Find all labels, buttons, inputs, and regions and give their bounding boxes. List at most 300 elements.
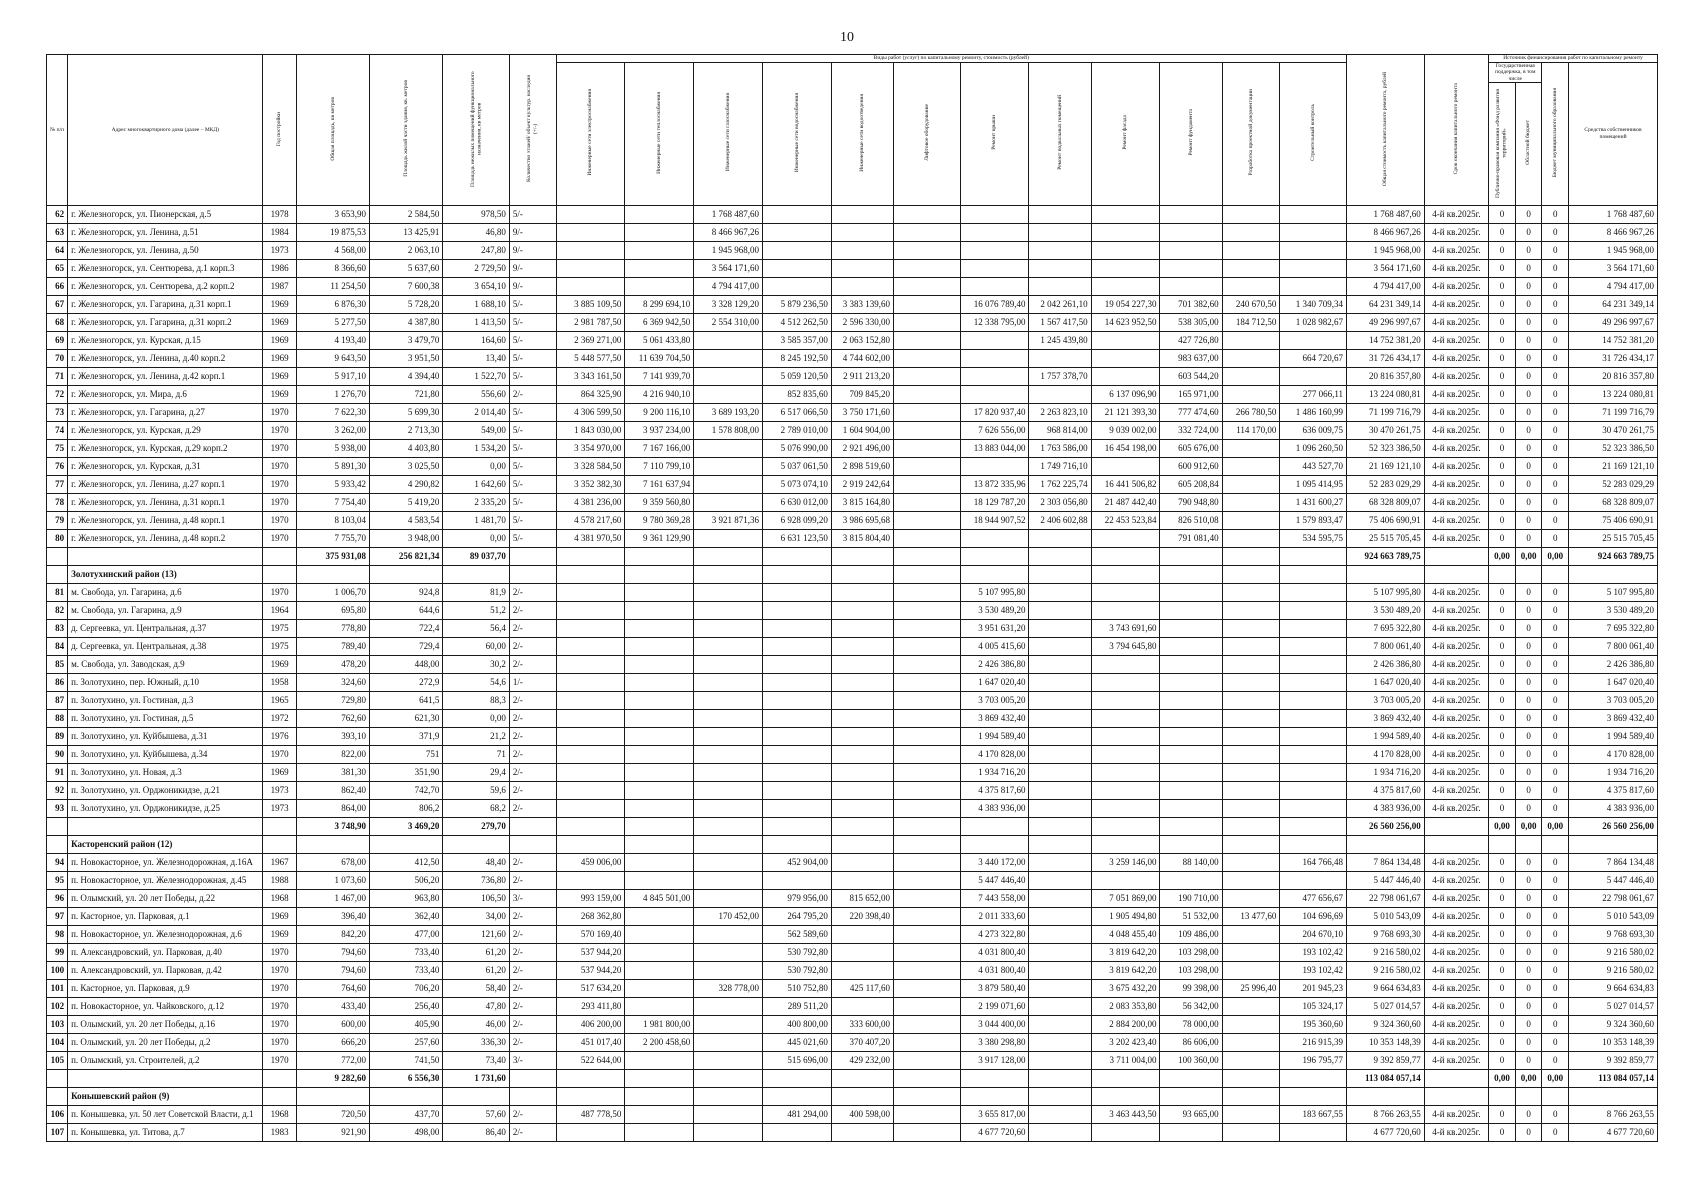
row-municipal: 0 bbox=[1542, 872, 1569, 890]
row-work-cost: 103 298,00 bbox=[1160, 944, 1222, 962]
row-regional: 0 bbox=[1515, 368, 1542, 386]
row-work-cost bbox=[894, 314, 961, 332]
row-work-cost: 2 263 823,10 bbox=[1029, 404, 1091, 422]
row-work-cost bbox=[556, 224, 625, 242]
row-area-total: 381,30 bbox=[296, 764, 369, 782]
row-work-cost: 487 778,50 bbox=[556, 1106, 625, 1124]
row-area-living: 351,90 bbox=[370, 764, 443, 782]
row-work-cost bbox=[1280, 638, 1347, 656]
row-work-cost: 1 578 808,00 bbox=[694, 422, 763, 440]
row-work-cost: 2 919 242,64 bbox=[831, 476, 893, 494]
empty-cell bbox=[509, 836, 556, 854]
row-work-cost bbox=[1222, 440, 1280, 458]
row-area-total: 3 262,00 bbox=[296, 422, 369, 440]
empty-cell bbox=[831, 1070, 893, 1088]
row-work-cost bbox=[556, 674, 625, 692]
row-number: 97 bbox=[47, 908, 68, 926]
row-work-cost bbox=[1222, 782, 1280, 800]
row-area-nonres: 2 014,40 bbox=[443, 404, 510, 422]
row-area-total: 478,20 bbox=[296, 656, 369, 674]
table-row bbox=[47, 764, 1658, 782]
row-work-cost: 777 474,60 bbox=[1160, 404, 1222, 422]
row-floors: 2/- bbox=[509, 584, 556, 602]
empty-cell bbox=[1160, 818, 1222, 836]
row-municipal: 0 bbox=[1542, 998, 1569, 1016]
row-area-living: 4 394,40 bbox=[370, 368, 443, 386]
row-area-nonres: 60,00 bbox=[443, 638, 510, 656]
row-owners-funds: 1 934 716,20 bbox=[1569, 764, 1658, 782]
row-work-cost bbox=[1091, 584, 1160, 602]
row-regional: 0 bbox=[1515, 944, 1542, 962]
row-deadline: 4-й кв.2025г. bbox=[1424, 224, 1488, 242]
row-deadline: 4-й кв.2025г. bbox=[1424, 584, 1488, 602]
row-work-cost: 993 159,00 bbox=[556, 890, 625, 908]
row-area-nonres: 51,2 bbox=[443, 602, 510, 620]
row-deadline: 4-й кв.2025г. bbox=[1424, 278, 1488, 296]
row-deadline: 4-й кв.2025г. bbox=[1424, 1034, 1488, 1052]
row-area-total: 5 938,00 bbox=[296, 440, 369, 458]
row-area-nonres: 57,60 bbox=[443, 1106, 510, 1124]
total-fund: 0,00 bbox=[1489, 548, 1516, 566]
row-year: 1973 bbox=[263, 782, 296, 800]
table-row bbox=[47, 782, 1658, 800]
row-work-cost bbox=[763, 620, 832, 638]
row-work-cost: 2 911 213,20 bbox=[831, 368, 893, 386]
total-cost-sum: 26 560 256,00 bbox=[1347, 818, 1425, 836]
row-work-cost: 1 981 800,00 bbox=[625, 1016, 694, 1034]
row-deadline: 4-й кв.2025г. bbox=[1424, 440, 1488, 458]
row-area-living: 3 479,70 bbox=[370, 332, 443, 350]
row-number: 69 bbox=[47, 332, 68, 350]
row-total-cost: 9 216 580,02 bbox=[1347, 962, 1425, 980]
row-area-nonres: 1 642,60 bbox=[443, 476, 510, 494]
row-total-cost: 4 383 936,00 bbox=[1347, 800, 1425, 818]
row-area-living: 3 025,50 bbox=[370, 458, 443, 476]
row-floors: 2/- bbox=[509, 692, 556, 710]
row-work-cost bbox=[763, 692, 832, 710]
empty-cell bbox=[625, 836, 694, 854]
row-work-cost bbox=[960, 368, 1029, 386]
col-total-cost-header: Общая стоимость капитального ремонта, рублей bbox=[1347, 55, 1425, 206]
row-year: 1969 bbox=[263, 926, 296, 944]
empty-cell bbox=[763, 566, 832, 584]
row-number: 70 bbox=[47, 350, 68, 368]
row-area-nonres: 46,80 bbox=[443, 224, 510, 242]
row-work-cost: 3 383 139,60 bbox=[831, 296, 893, 314]
row-number: 72 bbox=[47, 386, 68, 404]
row-municipal: 0 bbox=[1542, 710, 1569, 728]
row-area-nonres: 54,6 bbox=[443, 674, 510, 692]
row-work-cost: 25 996,40 bbox=[1222, 980, 1280, 998]
row-work-cost bbox=[831, 242, 893, 260]
row-work-cost bbox=[1091, 728, 1160, 746]
row-area-living: 2 063,10 bbox=[370, 242, 443, 260]
row-address: п. Золотухино, ул. Орджоникидзе, д.25 bbox=[68, 800, 263, 818]
row-area-total: 789,40 bbox=[296, 638, 369, 656]
row-deadline: 4-й кв.2025г. bbox=[1424, 530, 1488, 548]
row-work-cost: 4 845 501,00 bbox=[625, 890, 694, 908]
row-work-cost bbox=[831, 260, 893, 278]
row-work-cost: 216 915,39 bbox=[1280, 1034, 1347, 1052]
row-floors: 2/- bbox=[509, 746, 556, 764]
row-work-cost: 196 795,77 bbox=[1280, 1052, 1347, 1070]
row-year: 1975 bbox=[263, 638, 296, 656]
row-total-cost: 25 515 705,45 bbox=[1347, 530, 1425, 548]
row-work-cost bbox=[694, 1124, 763, 1142]
row-area-total: 1 073,60 bbox=[296, 872, 369, 890]
row-deadline: 4-й кв.2025г. bbox=[1424, 656, 1488, 674]
total-area-total: 9 282,60 bbox=[296, 1070, 369, 1088]
row-work-cost: 562 589,60 bbox=[763, 926, 832, 944]
row-address: п. Золотухино, ул. Орджоникидзе, д.21 bbox=[68, 782, 263, 800]
row-work-cost bbox=[1280, 602, 1347, 620]
row-year: 1969 bbox=[263, 908, 296, 926]
empty-cell bbox=[1222, 1088, 1280, 1106]
row-work-cost bbox=[1029, 1034, 1091, 1052]
row-fund: 0 bbox=[1489, 638, 1516, 656]
row-work-cost bbox=[763, 260, 832, 278]
district-heading-row bbox=[47, 1088, 1658, 1106]
row-area-living: 2 584,50 bbox=[370, 206, 443, 224]
row-regional: 0 bbox=[1515, 314, 1542, 332]
row-work-cost bbox=[694, 332, 763, 350]
row-municipal: 0 bbox=[1542, 350, 1569, 368]
row-work-cost bbox=[1222, 242, 1280, 260]
row-work-cost bbox=[694, 854, 763, 872]
row-regional: 0 bbox=[1515, 764, 1542, 782]
row-regional: 0 bbox=[1515, 584, 1542, 602]
row-number: 107 bbox=[47, 1124, 68, 1142]
row-work-cost: 1 757 378,70 bbox=[1029, 368, 1091, 386]
row-floors: 5/- bbox=[509, 314, 556, 332]
row-floors: 2/- bbox=[509, 602, 556, 620]
row-work-cost bbox=[960, 386, 1029, 404]
row-area-nonres: 88,3 bbox=[443, 692, 510, 710]
row-work-cost: 445 021,60 bbox=[763, 1034, 832, 1052]
empty-cell bbox=[625, 1070, 694, 1088]
row-work-cost bbox=[1280, 332, 1347, 350]
row-work-cost: 16 076 789,40 bbox=[960, 296, 1029, 314]
row-owners-funds: 9 768 693,30 bbox=[1569, 926, 1658, 944]
row-work-cost bbox=[1160, 584, 1222, 602]
col-work-electric-header: Инженерные сети электроснабжения bbox=[556, 62, 625, 206]
row-work-cost bbox=[694, 890, 763, 908]
row-area-total: 5 277,50 bbox=[296, 314, 369, 332]
row-work-cost bbox=[894, 530, 961, 548]
row-work-cost: 289 511,20 bbox=[763, 998, 832, 1016]
table-row bbox=[47, 746, 1658, 764]
row-municipal: 0 bbox=[1542, 1052, 1569, 1070]
row-work-cost bbox=[556, 728, 625, 746]
row-area-nonres: 247,80 bbox=[443, 242, 510, 260]
row-address: п. Золотухино, ул. Новая, д.3 bbox=[68, 764, 263, 782]
row-fund: 0 bbox=[1489, 872, 1516, 890]
row-fund: 0 bbox=[1489, 944, 1516, 962]
row-floors: 2/- bbox=[509, 872, 556, 890]
empty-cell bbox=[1569, 566, 1658, 584]
row-number: 86 bbox=[47, 674, 68, 692]
row-work-cost bbox=[1029, 224, 1091, 242]
row-work-cost: 56 342,00 bbox=[1160, 998, 1222, 1016]
row-work-cost: 2 303 056,80 bbox=[1029, 494, 1091, 512]
row-total-cost: 52 323 386,50 bbox=[1347, 440, 1425, 458]
row-deadline: 4-й кв.2025г. bbox=[1424, 962, 1488, 980]
row-work-cost bbox=[763, 764, 832, 782]
table-row bbox=[47, 368, 1658, 386]
empty-cell bbox=[263, 1070, 296, 1088]
row-work-cost: 7 051 869,00 bbox=[1091, 890, 1160, 908]
empty-cell bbox=[1280, 1070, 1347, 1088]
row-number: 64 bbox=[47, 242, 68, 260]
row-work-cost bbox=[1029, 1016, 1091, 1034]
empty-cell bbox=[831, 566, 893, 584]
row-owners-funds: 7 695 322,80 bbox=[1569, 620, 1658, 638]
row-work-cost bbox=[1029, 260, 1091, 278]
row-fund: 0 bbox=[1489, 890, 1516, 908]
row-work-cost: 983 637,00 bbox=[1160, 350, 1222, 368]
row-municipal: 0 bbox=[1542, 530, 1569, 548]
table-row bbox=[47, 620, 1658, 638]
row-work-cost bbox=[694, 674, 763, 692]
row-area-total: 822,00 bbox=[296, 746, 369, 764]
row-floors: 5/- bbox=[509, 350, 556, 368]
row-area-total: 720,50 bbox=[296, 1106, 369, 1124]
row-total-cost: 9 392 859,77 bbox=[1347, 1052, 1425, 1070]
row-address: п. Олымский, ул. Строителей, д.2 bbox=[68, 1052, 263, 1070]
row-work-cost bbox=[1280, 764, 1347, 782]
row-work-cost bbox=[763, 638, 832, 656]
row-number: 81 bbox=[47, 584, 68, 602]
row-work-cost bbox=[763, 728, 832, 746]
row-work-cost bbox=[894, 440, 961, 458]
total-municipal: 0,00 bbox=[1542, 548, 1569, 566]
row-number: 90 bbox=[47, 746, 68, 764]
row-work-cost bbox=[1222, 638, 1280, 656]
row-work-cost bbox=[556, 1124, 625, 1142]
row-area-nonres: 2 335,20 bbox=[443, 494, 510, 512]
row-municipal: 0 bbox=[1542, 242, 1569, 260]
row-owners-funds: 5 447 446,40 bbox=[1569, 872, 1658, 890]
row-total-cost: 5 107 995,80 bbox=[1347, 584, 1425, 602]
row-work-cost bbox=[1222, 962, 1280, 980]
row-work-cost: 3 202 423,40 bbox=[1091, 1034, 1160, 1052]
row-work-cost bbox=[625, 602, 694, 620]
row-fund: 0 bbox=[1489, 350, 1516, 368]
row-work-cost bbox=[894, 764, 961, 782]
row-regional: 0 bbox=[1515, 386, 1542, 404]
row-address: п. Новокасторное, ул. Чайковского, д.12 bbox=[68, 998, 263, 1016]
row-work-cost bbox=[831, 584, 893, 602]
row-area-total: 864,00 bbox=[296, 800, 369, 818]
row-work-cost bbox=[556, 710, 625, 728]
row-municipal: 0 bbox=[1542, 746, 1569, 764]
row-work-cost bbox=[694, 584, 763, 602]
row-total-cost: 5 027 014,57 bbox=[1347, 998, 1425, 1016]
row-work-cost bbox=[1160, 206, 1222, 224]
row-work-cost: 1 579 893,47 bbox=[1280, 512, 1347, 530]
row-work-cost bbox=[1091, 368, 1160, 386]
row-municipal: 0 bbox=[1542, 1016, 1569, 1034]
row-regional: 0 bbox=[1515, 476, 1542, 494]
row-work-cost bbox=[1280, 674, 1347, 692]
empty-cell bbox=[831, 836, 893, 854]
row-work-cost bbox=[556, 800, 625, 818]
row-work-cost: 103 298,00 bbox=[1160, 962, 1222, 980]
row-fund: 0 bbox=[1489, 602, 1516, 620]
row-floors: 2/- bbox=[509, 1034, 556, 1052]
row-owners-funds: 2 426 386,80 bbox=[1569, 656, 1658, 674]
row-work-cost: 3 869 432,40 bbox=[960, 710, 1029, 728]
row-work-cost: 195 360,60 bbox=[1280, 1016, 1347, 1034]
table-row bbox=[47, 512, 1658, 530]
row-work-cost: 5 073 074,10 bbox=[763, 476, 832, 494]
row-year: 1969 bbox=[263, 332, 296, 350]
row-total-cost: 4 677 720,60 bbox=[1347, 1124, 1425, 1142]
row-work-cost bbox=[625, 692, 694, 710]
row-total-cost: 1 934 716,20 bbox=[1347, 764, 1425, 782]
row-work-cost: 4 031 800,40 bbox=[960, 962, 1029, 980]
row-area-total: 5 917,10 bbox=[296, 368, 369, 386]
empty-cell bbox=[509, 1070, 556, 1088]
empty-cell bbox=[625, 1088, 694, 1106]
row-work-cost bbox=[1160, 764, 1222, 782]
row-work-cost bbox=[625, 746, 694, 764]
row-area-nonres: 549,00 bbox=[443, 422, 510, 440]
row-work-cost bbox=[1280, 260, 1347, 278]
row-address: г. Железногорск, ул. Гагарина, д.31 корп.1 bbox=[68, 296, 263, 314]
row-work-cost: 2 200 458,60 bbox=[625, 1034, 694, 1052]
row-work-cost bbox=[894, 422, 961, 440]
row-work-cost: 3 328 129,20 bbox=[694, 296, 763, 314]
empty-cell bbox=[1029, 1088, 1091, 1106]
row-regional: 0 bbox=[1515, 890, 1542, 908]
empty-cell bbox=[694, 818, 763, 836]
row-municipal: 0 bbox=[1542, 674, 1569, 692]
row-regional: 0 bbox=[1515, 692, 1542, 710]
row-year: 1987 bbox=[263, 278, 296, 296]
row-work-cost: 3 921 871,36 bbox=[694, 512, 763, 530]
row-work-cost: 88 140,00 bbox=[1160, 854, 1222, 872]
row-deadline: 4-й кв.2025г. bbox=[1424, 512, 1488, 530]
row-work-cost: 5 879 236,50 bbox=[763, 296, 832, 314]
row-total-cost: 7 695 322,80 bbox=[1347, 620, 1425, 638]
table-row bbox=[47, 980, 1658, 998]
row-year: 1969 bbox=[263, 350, 296, 368]
row-municipal: 0 bbox=[1542, 638, 1569, 656]
col-work-lift-header: Лифтовое оборудование bbox=[894, 62, 961, 206]
row-area-nonres: 30,2 bbox=[443, 656, 510, 674]
empty-cell bbox=[1160, 836, 1222, 854]
row-area-living: 721,80 bbox=[370, 386, 443, 404]
row-number: 96 bbox=[47, 890, 68, 908]
row-work-cost bbox=[894, 908, 961, 926]
row-work-cost bbox=[763, 584, 832, 602]
row-municipal: 0 bbox=[1542, 620, 1569, 638]
row-floors: 2/- bbox=[509, 962, 556, 980]
row-deadline: 4-й кв.2025г. bbox=[1424, 890, 1488, 908]
empty-cell bbox=[894, 836, 961, 854]
total-fund: 0,00 bbox=[1489, 818, 1516, 836]
row-area-total: 794,60 bbox=[296, 962, 369, 980]
row-fund: 0 bbox=[1489, 854, 1516, 872]
row-regional: 0 bbox=[1515, 278, 1542, 296]
row-work-cost bbox=[763, 656, 832, 674]
row-work-cost: 2 789 010,00 bbox=[763, 422, 832, 440]
row-work-cost: 6 928 099,20 bbox=[763, 512, 832, 530]
row-owners-funds: 3 530 489,20 bbox=[1569, 602, 1658, 620]
row-area-living: 733,40 bbox=[370, 944, 443, 962]
row-number: 95 bbox=[47, 872, 68, 890]
row-work-cost: 220 398,40 bbox=[831, 908, 893, 926]
row-regional: 0 bbox=[1515, 674, 1542, 692]
row-work-cost bbox=[894, 674, 961, 692]
row-work-cost: 515 696,00 bbox=[763, 1052, 832, 1070]
row-address: г. Железногорск, ул. Ленина, д.50 bbox=[68, 242, 263, 260]
row-work-cost bbox=[625, 710, 694, 728]
page-number: 10 bbox=[840, 30, 854, 45]
row-municipal: 0 bbox=[1542, 782, 1569, 800]
total-area-nonres: 1 731,60 bbox=[443, 1070, 510, 1088]
row-work-cost bbox=[1091, 764, 1160, 782]
row-work-cost: 1 096 260,50 bbox=[1280, 440, 1347, 458]
row-work-cost: 3 819 642,20 bbox=[1091, 944, 1160, 962]
row-work-cost: 4 381 970,50 bbox=[556, 530, 625, 548]
row-work-cost bbox=[831, 674, 893, 692]
row-floors: 5/- bbox=[509, 422, 556, 440]
row-deadline: 4-й кв.2025г. bbox=[1424, 1016, 1488, 1034]
row-floors: 5/- bbox=[509, 296, 556, 314]
empty-cell bbox=[694, 1088, 763, 1106]
row-fund: 0 bbox=[1489, 530, 1516, 548]
row-fund: 0 bbox=[1489, 296, 1516, 314]
row-year: 1970 bbox=[263, 998, 296, 1016]
row-total-cost: 20 816 357,80 bbox=[1347, 368, 1425, 386]
row-deadline: 4-й кв.2025г. bbox=[1424, 260, 1488, 278]
empty-cell bbox=[1091, 818, 1160, 836]
row-work-cost bbox=[556, 764, 625, 782]
row-number: 91 bbox=[47, 764, 68, 782]
row-work-cost bbox=[1091, 530, 1160, 548]
empty-cell bbox=[894, 818, 961, 836]
empty-cell bbox=[1347, 836, 1425, 854]
col-work-water-header: Инженерные сети водоснабжения bbox=[763, 62, 832, 206]
row-area-nonres: 21,2 bbox=[443, 728, 510, 746]
row-deadline: 4-й кв.2025г. bbox=[1424, 674, 1488, 692]
row-work-cost bbox=[1280, 620, 1347, 638]
row-deadline: 4-й кв.2025г. bbox=[1424, 332, 1488, 350]
row-fund: 0 bbox=[1489, 764, 1516, 782]
row-work-cost bbox=[831, 800, 893, 818]
empty-cell bbox=[556, 836, 625, 854]
row-year: 1983 bbox=[263, 1124, 296, 1142]
row-year: 1970 bbox=[263, 980, 296, 998]
row-work-cost bbox=[556, 278, 625, 296]
row-area-total: 7 755,70 bbox=[296, 530, 369, 548]
row-work-cost: 537 944,20 bbox=[556, 962, 625, 980]
empty-cell bbox=[960, 818, 1029, 836]
row-work-cost bbox=[894, 692, 961, 710]
row-municipal: 0 bbox=[1542, 512, 1569, 530]
row-work-cost bbox=[1222, 692, 1280, 710]
row-work-cost: 193 102,42 bbox=[1280, 962, 1347, 980]
row-work-cost: 481 294,00 bbox=[763, 1106, 832, 1124]
row-year: 1968 bbox=[263, 1106, 296, 1124]
table-row bbox=[47, 530, 1658, 548]
row-owners-funds: 1 994 589,40 bbox=[1569, 728, 1658, 746]
row-floors: 2/- bbox=[509, 944, 556, 962]
row-owners-funds: 4 383 936,00 bbox=[1569, 800, 1658, 818]
row-work-cost bbox=[763, 872, 832, 890]
